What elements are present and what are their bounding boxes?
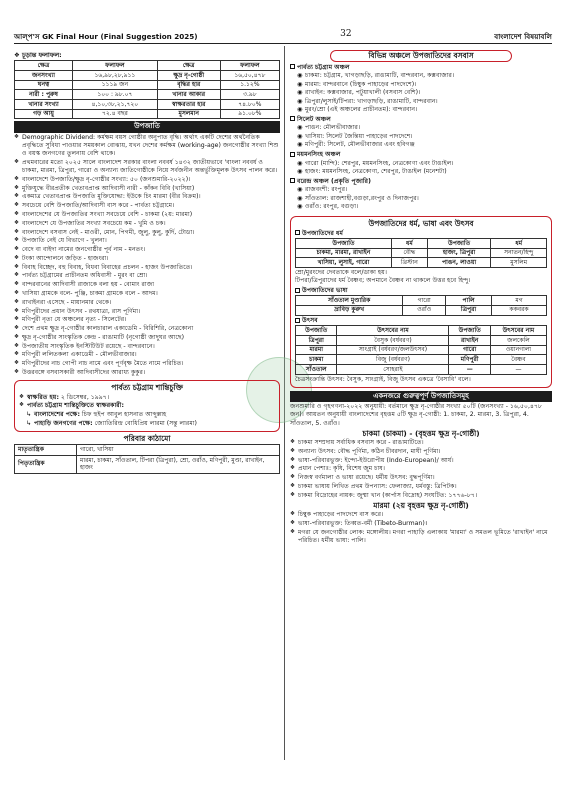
festival-cell: মারমা <box>296 345 337 355</box>
region-item-text: রাজবংশী: রংপুর। <box>305 186 348 194</box>
tribe-fact-item <box>14 202 280 210</box>
peace-signed-line <box>19 394 275 402</box>
census-cell: ক্ষুদ্র নৃ-গোষ্ঠী <box>157 71 220 81</box>
festival-cell: বৈষ্ণব <box>490 355 546 365</box>
census-cell: ৪,১০,৩৮,২১,৭২০ <box>73 100 158 110</box>
tribe-fact-text: Demographic Dividend: কর্মক্ষম বয়স গোষ্ঠীর অনুপাত বৃদ্ধি। অর্থাৎ একটি দেশের অর্থনৈতিক প্রবৃদ্ধিতে সুবিধা পাওয়ার সময়কাল বোঝায়, যখন দেশের কর্মক্ষম (working-age) জনগোষ্ঠীর সংখ্যা শিশু ও বয়স্ক জনগণের তুলনায় বেশি থাকে। <box>22 133 279 158</box>
region-item-text: চাকমা: চট্টগ্রাম, খাগড়াছড়ি, রাঙামাটি, বান্দরবান, কক্সবাজার। <box>305 72 455 80</box>
diamond-bullet-icon: ❖ <box>290 456 296 463</box>
diamond-bullet-icon: ❖ <box>14 263 20 270</box>
region-name: পার্বত্য চট্টগ্রাম অঞ্চল <box>297 63 350 71</box>
language-table <box>295 295 547 315</box>
language-cell: গারো <box>403 296 446 306</box>
gov-value: চিফ হুইপ আবুল হাসনাত আব্দুল্লাহ <box>81 411 167 419</box>
peace-accord-title: পার্বত্য চট্টগ্রাম শান্তিচুক্তি <box>111 383 183 393</box>
chakma-fact-text: প্রধান পেশাঃ: কৃষি, বিশেষ জুম চাষ। <box>298 465 385 473</box>
target-bullet-icon: ◉ <box>297 124 303 132</box>
family-row <box>15 444 280 455</box>
diamond-bullet-icon: ❖ <box>14 369 20 376</box>
chakma-fact-text: অন্যান্য উৎসব: বৌদ্ধ পূর্ণিমা, কঠিন চীবরদান, মাঘী পূর্ণিমা। <box>298 447 441 455</box>
language-cell: ত্রিপুরা <box>446 305 492 315</box>
region-item <box>290 72 552 80</box>
census-heading: ❖ চূড়ান্ত ফলাফল: <box>14 51 62 59</box>
region-item <box>290 168 552 176</box>
chakma-fact-text: ভাষা-পরিবারভুক্ত: ইন্দো-ইউরোপীয় (Indo-European)/ আর্য। <box>298 456 454 464</box>
marma-facts <box>290 511 552 545</box>
tribe-fact-text: মণিপুরীদের প্রধান উৎসব - রথযাত্রা, রাস পূর্ণিমা। <box>22 307 141 315</box>
tribe-fact-text: পার্বত্য চট্টগ্রামের প্রাচীনতম অধিবাসী - মুরং বা ম্রো। <box>22 272 148 280</box>
marma-title: মারমা (২য় বৃহত্তম ক্ষুদ্র নৃ-গোষ্ঠী) <box>373 501 469 511</box>
chakma-title: চাকমা (চাকমা) - (বৃহত্তম ক্ষুদ্র নৃ-গোষ্ঠী) <box>362 428 480 438</box>
region-item-text: ত্রিপুরা/লুসাই/টিপরা: খাগড়াছড়ি, রাঙামাটি, বান্দরবান। <box>305 97 438 105</box>
target-bullet-icon: ◉ <box>297 89 303 97</box>
diamond-bullet-icon: ❖ <box>14 281 20 288</box>
religion-cell: পাঙন, লাওয়া <box>427 258 491 268</box>
festival-cell: — <box>490 365 546 375</box>
region-name: বরেন্দ্র অঞ্চল (প্রকৃতি পূজারি) <box>297 177 371 185</box>
region-item <box>290 186 552 194</box>
tribe-fact-text: বান্দরবানের আদিবাসী রাজাকে বলা হয় - বোমাং রাজা <box>22 281 155 289</box>
tribe-fact-item <box>14 334 280 342</box>
tribe-fact-text: প্রথমবারের মতো ২০২৫ সালে বাংলাদেশ সরকার বাংলা নববর্ষ ১৪৩২ জাতীয়ভাবে 'বাংলা নববর্ষ ও চাকমা, মারমা, ত্রিপুরা, গারো ও অন্যান্য জাতিগোষ্ঠীকে নিয়ে সর্বজনীন অন্তর্ভুক্তিমূলক উৎসব পালন করে। <box>22 158 278 175</box>
region-item-text: খাসিয়া: সিলেট জৈন্তিয়া পাহাড়ের পাদদেশে। <box>305 132 413 140</box>
festival-cell: সাংগ্রাই (বর্ষবরণ/জলউৎসব) <box>337 345 449 355</box>
language-cell: মগ <box>492 296 547 306</box>
region-item-text: মুরং/ম্রো (এই অঞ্চলের প্রাচীনতম): বান্দরবান। <box>305 106 418 114</box>
tribe-fact-text: টংকা আন্দোলনে জড়িত - হাজংরা। <box>22 254 109 262</box>
diamond-bullet-icon: ❖ <box>290 511 296 518</box>
diamond-bullet-icon: ❖ <box>14 342 20 349</box>
festival-header-cell: উৎসবের নাম <box>337 326 449 336</box>
region-heading <box>290 64 552 72</box>
target-bullet-icon: ◉ <box>297 186 303 194</box>
festival-cell: জলকেলি <box>490 336 546 346</box>
region-item-text: পাঙন: মৌলভীবাজার। <box>305 124 361 132</box>
region-item <box>290 195 552 203</box>
major-intro: জনশুমারি ও গৃহগণনা-২০২২ অনুযায়ী: বর্তমানে ক্ষুদ্র নৃ-গোষ্ঠীর সংখ্যা ৫০টি (জনসংখ্যা - ১৬,৫০,৪৭৮ জন)। আয়তন অনুযায়ী বাংলাদেশের বৃহত্তম ৫টি ক্ষুদ্র নৃ-গোষ্ঠী: 1. চাকমা, 2. মারমা, 3. ত্রিপুরা, 4. সাঁওতাল, 5. ওরাঁও। <box>290 403 543 427</box>
tribe-fact-text: বাংলাদেশে যে উপজাতির সংখ্যা সবচেয়ে কম - খুমি ও চক। <box>22 219 166 227</box>
diamond-bullet-icon: ❖ <box>14 228 20 235</box>
religion-box-title: উপজাতিদের ধর্ম, ভাষা এবং উৎসব <box>368 218 474 228</box>
regions-list <box>290 64 552 212</box>
diamond-bullet-icon: ❖ <box>19 402 25 409</box>
signers-label: পার্বত্য চট্টগ্রাম শান্তিচুক্তিতে স্বাক্ষরকারী: <box>27 402 124 410</box>
festival-row <box>296 336 547 346</box>
tribe-fact-text: বাংলাদেশে বসবাস নেই - মাওরী, মোন, পিগমী, জুলু, কুলু, কুর্দি, টোডা। <box>22 228 195 236</box>
festival-cell: বৈসুক (বর্ষবরণ) <box>337 336 449 346</box>
festival-note: চৈত্রসংক্রান্তি উৎসব: বৈসুক, সাংগ্রাই, বিজু উৎসব একত্রে 'বৈসাবি' বলে। <box>295 375 471 383</box>
religion-table <box>295 238 547 268</box>
religion-cell: হাজং, ত্রিপুরা <box>427 248 491 258</box>
page-number: 32 <box>340 29 352 40</box>
marma-fact <box>290 520 552 528</box>
family-cell: মাতৃতান্ত্রিক <box>15 444 77 455</box>
region-item-text: মারমা: বান্দরবানে (চিম্বুক পাহাড়ের পাদদেশে)। <box>305 80 417 88</box>
checkbox-square-icon <box>290 178 295 183</box>
festival-cell: চাকমা <box>296 355 337 365</box>
diamond-bullet-icon: ❖ <box>14 133 20 140</box>
census-cell: ৭২.৪ বছর <box>73 109 158 119</box>
diamond-bullet-icon: ❖ <box>14 237 20 244</box>
peace-accord-box <box>14 380 280 432</box>
diamond-bullet-icon: ❖ <box>14 351 20 358</box>
diamond-bullet-icon: ❖ <box>14 333 20 340</box>
tribe-fact-item <box>14 237 280 245</box>
region-item-text: মণিপুরী: সিলেট, মৌলভীবাজার এবং হবিগঞ্জ <box>305 141 415 149</box>
tribe-fact-text: উপজাতীয় সাংস্কৃতিক ইনস্টিটিউট রয়েছে - বান্দরবানে। <box>22 342 155 350</box>
chakma-fact <box>290 483 552 491</box>
religion-cell: চাকমা, মারমা, রাখাইন <box>296 248 392 258</box>
census-cell: ১৬,৫০,৪৭৮ <box>220 71 279 81</box>
left-column <box>14 50 280 474</box>
festival-cell: সাঁওতাল <box>296 365 337 375</box>
marma-fact <box>290 511 552 519</box>
diamond-bullet-icon: ❖ <box>14 325 20 332</box>
diamond-bullet-icon: ❖ <box>14 272 20 279</box>
region-item-text: গারো (মান্দি): শেরপুর, ময়মনসিংহ, নেত্রকোণা এবং টাঙাইল। <box>305 159 454 167</box>
tribe-fact-item <box>14 185 280 193</box>
diamond-bullet-icon: ❖ <box>19 393 25 400</box>
religion-cell: খাসিয়া, লুসাই, গারো <box>296 258 392 268</box>
marma-fact-text: মগরা যে জনগোষ্ঠীর লোক: মঙ্গোলীয়। মগরা পাহাড়ি এলাকায় 'মারমা' ও সমতল ভূমিতে 'রাখাইন' নামে পরিচিত। ধর্মীয় ভাষা: পালি। <box>298 528 548 545</box>
chakma-fact <box>290 448 552 456</box>
tribe-fact-text: খাসিয়া গ্রামকে বলে- পুঞ্জি, চাকমা গ্রামকে বলে - আদম। <box>22 290 158 297</box>
diamond-bullet-icon: ❖ <box>14 316 20 323</box>
arrow-bullet-icon: ↳ <box>26 419 32 427</box>
census-cell: গড় আয়ু <box>15 109 73 119</box>
arrow-bullet-icon: ↳ <box>26 411 32 419</box>
tribe-fact-text: উত্তরবঙ্গে বসবাসকারী আদিবাসীদের আরাধ্য কুকুর। <box>22 369 146 377</box>
target-bullet-icon: ◉ <box>297 132 303 140</box>
checkbox-square-icon <box>295 230 300 235</box>
religion-header-cell: ধর্ম <box>391 239 427 249</box>
festival-cell: ওয়ানগালা <box>490 345 546 355</box>
religion-cell: সনাতন/হিন্দু <box>491 248 547 258</box>
tribe-fact-item <box>14 134 280 159</box>
census-cell: জনসংখ্যা <box>15 71 73 81</box>
festival-header-cell: উৎসবের নাম <box>490 326 546 336</box>
tribe-fact-item <box>14 325 280 333</box>
language-cell: দ্রাবিড় কুরুখ <box>296 305 403 315</box>
census-table <box>14 60 280 119</box>
census-row <box>15 109 280 119</box>
census-cell: ১.১২% <box>220 80 279 90</box>
census-cell: ১০০ : ৯৮.০৭ <box>73 90 158 100</box>
census-header-cell: ফলাফল <box>73 61 158 71</box>
region-item-text: ওরাঁও: রংপুর, বগুড়া। <box>305 203 359 211</box>
tribe-fact-item <box>14 360 280 368</box>
chakma-fact <box>290 492 552 500</box>
region-item <box>290 81 552 89</box>
chakma-fact-text: নিজস্ব বর্ণমালা ও ভাষা রয়েছে। ধর্মীয় উৎসব: বুদ্ধপূর্ণিমা। <box>298 474 435 482</box>
tribe-fact-text: মণিপুরী ললিতকলা একাডেমী - মৌলভীবাজার। <box>22 351 137 359</box>
marma-fact <box>290 529 552 545</box>
diamond-bullet-icon: ❖ <box>290 491 296 498</box>
tribe-facts-list <box>14 134 280 378</box>
census-cell: ৩.৯৮ <box>220 90 279 100</box>
festival-header-cell: উপজাতি <box>449 326 490 336</box>
family-cell: মারমা, চাকমা, সাঁওতাল, টিপরা (ত্রিপুরা), ম্রো, ওরাঁও, মণিপুরী, মুণ্ডা, রাখাইন, হাজং <box>77 455 280 473</box>
language-subheading: উপজাতিদের ভাষা <box>295 287 547 295</box>
census-cell: ৭৪.৮০% <box>220 100 279 110</box>
census-row <box>15 100 280 110</box>
page-header <box>14 30 552 44</box>
tribe-fact-item <box>14 220 280 228</box>
tribe-fact-item <box>14 211 280 219</box>
checkbox-square-icon <box>295 318 300 323</box>
tribe-fact-item <box>14 316 280 324</box>
target-bullet-icon: ◉ <box>297 80 303 88</box>
region-item <box>290 141 552 149</box>
tribe-fact-item <box>14 272 280 280</box>
diamond-bullet-icon: ❖ <box>14 307 20 314</box>
diamond-bullet-icon: ❖ <box>14 290 20 296</box>
tribe-fact-item <box>14 246 280 254</box>
festival-row <box>296 355 547 365</box>
census-cell: ৯১.০৮% <box>220 109 279 119</box>
target-bullet-icon: ◉ <box>297 159 303 167</box>
tribe-fact-item <box>14 281 280 289</box>
diamond-bullet-icon: ❖ <box>290 447 296 454</box>
diamond-bullet-icon: ❖ <box>14 360 20 367</box>
checkbox-square-icon <box>290 152 295 157</box>
section-title-tribes: উপজাতি <box>14 121 280 132</box>
diamond-bullet-icon: ❖ <box>14 184 20 191</box>
gov-label: বাংলাদেশের পক্ষে: <box>34 411 80 419</box>
census-cell: খানার সংখ্যা <box>15 100 73 110</box>
census-cell: ১৬,৯৮,২৮,৯১১ <box>73 71 158 81</box>
census-cell: নারী : পুরুষ <box>15 90 73 100</box>
language-cell: ককবরক <box>492 305 547 315</box>
religion-row <box>296 258 547 268</box>
diamond-bullet-icon: ❖ <box>14 246 20 253</box>
festival-table <box>295 325 547 374</box>
tribe-fact-item <box>14 176 280 184</box>
hill-label: পাহাড়ি জনগণের পক্ষে: <box>34 419 93 427</box>
tribe-fact-text: বাংলাদেশের যে উপজাতির সংখ্যা সবচেয়ে বেশি - চাকমা (২য়: মারমা) <box>22 210 193 218</box>
diamond-bullet-icon: ❖ <box>14 193 20 200</box>
language-row <box>296 296 547 306</box>
festival-cell: সোহরাই <box>337 365 449 375</box>
tribe-fact-text: উপজাতি নেই যে বিভাগে - খুলনা। <box>22 237 107 245</box>
diamond-bullet-icon: ❖ <box>290 465 296 472</box>
checkbox-square-icon <box>295 288 300 293</box>
region-item-text: রাখাইন: কক্সবাজার, পটুয়াখালী (বসবাস বেশি)। <box>305 89 421 97</box>
tribe-fact-item <box>14 193 280 201</box>
festival-cell: বিজু (বর্ষবরণ) <box>337 355 449 365</box>
tribe-fact-item <box>14 255 280 263</box>
marma-fact-text: ভাষা-পরিবারভুক্ত: তিব্বত-বর্মী (Tibeto-Burman)। <box>298 520 428 528</box>
language-cell: ওরাঁও <box>403 305 446 315</box>
target-bullet-icon: ◉ <box>297 203 303 211</box>
festival-row <box>296 365 547 375</box>
tribe-fact-text: ক্ষুদ্র নৃ-গোষ্ঠীর সাংস্কৃতিক কেন্দ্র - রাঙামাটি (নৃগোষ্ঠী জাদুঘর আছে) <box>22 333 184 341</box>
diamond-bullet-icon: ❖ <box>290 528 296 535</box>
diamond-bullet-icon: ❖ <box>290 483 296 490</box>
census-cell: ১১১৯ জন <box>73 80 158 90</box>
peace-signers-line <box>19 402 275 410</box>
religion-note-1: ম্রো/মুরংদের দেবতাকে বলে/ডাকা হয়। <box>295 269 388 277</box>
chakma-fact <box>290 474 552 482</box>
chakma-fact <box>290 439 552 447</box>
target-bullet-icon: ◉ <box>297 168 303 176</box>
festival-cell: রাখাইন <box>449 336 490 346</box>
census-cell: খানার আকার <box>157 90 220 100</box>
tribe-fact-text: সবচেয়ে বেশি উপজাতি/আদিবাসী বাস করে - পার্বত্য চট্টগ্রামে। <box>22 202 175 210</box>
religion-header-cell: ধর্ম <box>491 239 547 249</box>
tribe-fact-text: মণিপুরীদের নাচ গোপী নাচ নামে এবং পূর্ণবৃক্ষ মৈতে নামে পরিচিত। <box>22 360 184 368</box>
target-bullet-icon: ◉ <box>297 106 303 114</box>
region-item <box>290 203 552 211</box>
diamond-bullet-icon: ❖ <box>14 175 20 182</box>
region-item <box>290 160 552 168</box>
region-item <box>290 98 552 106</box>
region-item <box>290 89 552 97</box>
family-cell: পিতৃতান্ত্রিক <box>15 455 77 473</box>
diamond-bullet-icon: ❖ <box>14 210 20 217</box>
census-cell: ঘনত্ব <box>15 80 73 90</box>
tribe-fact-text: দেশে প্রথম ক্ষুদ্র নৃ-গোষ্ঠীর কালচারাল একাডেমি - বিরিশিরি, নেত্রকোনা <box>22 325 194 333</box>
census-row <box>15 90 280 100</box>
target-bullet-icon: ◉ <box>297 141 303 149</box>
signed-label: স্বাক্ষরিত হয়: <box>27 393 59 401</box>
target-bullet-icon: ◉ <box>297 194 303 202</box>
tribe-fact-item <box>14 229 280 237</box>
family-cell: গারো, খাসিয়া <box>77 444 280 455</box>
target-bullet-icon: ◉ <box>297 97 303 105</box>
diamond-bullet-icon: ❖ <box>290 439 296 446</box>
festival-row <box>296 345 547 355</box>
tribe-fact-text: একমাত্র খেতাবপ্রাপ্ত উপজাতি মুক্তিযোদ্ধা: ইউকে চিং মারমা (বীর বিক্রম)। <box>22 193 201 201</box>
tribe-fact-item <box>14 308 280 316</box>
chakma-fact <box>290 465 552 473</box>
checkbox-square-icon <box>290 116 295 121</box>
tribe-fact-text: বেদে বা বাইদা নামের জনগোষ্ঠীর পূর্ব নাম - মনতং। <box>22 246 146 254</box>
festival-cell: ত্রিপুরা <box>296 336 337 346</box>
census-header-cell: ক্ষেত্র <box>157 61 220 71</box>
tribe-fact-item <box>14 264 280 272</box>
chakma-fact-text: চাকমা সম্প্রদায় সর্বাধিক বসবাস করে - রাঙামাটিতে। <box>298 439 424 447</box>
religion-note-2: টিপরা/ত্রিপুরাদের ধর্ম বৈষ্ণব; অপমানে বৈষ্ণব না থাকলে উত্তর হবে হিন্দু। <box>295 277 471 285</box>
gov-signer <box>19 411 275 419</box>
tribe-fact-item <box>14 369 280 377</box>
region-item <box>290 106 552 114</box>
diamond-bullet-icon: ❖ <box>14 158 20 165</box>
census-cell: বৃদ্ধির হার <box>157 80 220 90</box>
chakma-fact <box>290 457 552 465</box>
hill-value: জ্যোতিরিন্দ্র বোধিপ্রিয় লারমা (সন্তু লারমা) <box>94 419 197 427</box>
census-row <box>15 71 280 81</box>
regions-title: বিভিন্ন অঞ্চলে উপজাতিদের বসবাস <box>368 51 474 60</box>
book-title: আল্‌প'স GK Final Hour (Final Suggestion 2025) <box>14 31 198 41</box>
festival-header-cell: উপজাতি <box>296 326 337 336</box>
diamond-bullet-icon: ❖ <box>290 520 296 527</box>
tribe-fact-text: বিবাহ বিচ্ছেদ, বহু বিবাহ, বিধবা বিবাহের প্রচলন - হাজং উপজাতিতে। <box>22 263 193 271</box>
tribe-fact-text: বাংলাদেশে উপজাতি/ক্ষুদ্র নৃ-গোষ্ঠীর সংখ্যা: ৫০ (জনশুমারি-২০২২)। <box>22 175 191 183</box>
chakma-fact-text: চাকমা ভাষায় লিখিত প্রথম উপন্যাস: ফেলাজ্যা, ধর্মবস্তু: ত্রিপিটক। <box>298 483 457 491</box>
language-row <box>296 305 547 315</box>
marma-fact-text: চিম্বুক পাহাড়ের পাদদেশে বাস করে। <box>298 511 384 519</box>
census-header-cell: ফলাফল <box>220 61 279 71</box>
region-item <box>290 133 552 141</box>
tribe-fact-text: মুক্তিযুদ্ধে বীরপ্রতীক খেতাবপ্রাপ্ত আদিবাসী নারী - কাঁকন বিবি (খাসিয়া) <box>22 184 195 192</box>
right-column <box>290 50 552 546</box>
festival-subheading: উৎসব <box>295 317 547 325</box>
region-heading <box>290 178 552 186</box>
regions-title-box <box>330 50 512 62</box>
religion-cell: বৌদ্ধ <box>391 248 427 258</box>
hill-signer <box>19 420 275 428</box>
diamond-bullet-icon: ❖ <box>14 254 20 261</box>
tribe-fact-item <box>14 343 280 351</box>
tribe-fact-item <box>14 299 280 307</box>
festival-cell: — <box>449 365 490 375</box>
religion-cell: খ্রিস্টান <box>391 258 427 268</box>
religion-row <box>296 248 547 258</box>
diamond-bullet-icon: ❖ <box>290 474 296 481</box>
festival-cell: মণিপুরী <box>449 355 490 365</box>
region-item <box>290 124 552 132</box>
major-tribes-title: একনজরে গুরুত্বপূর্ণ উপজাতিসমূহ <box>290 391 552 402</box>
census-cell: স্বাক্ষরতার হার <box>157 100 220 110</box>
diamond-bullet-icon: ❖ <box>14 219 20 226</box>
tribe-fact-item <box>14 290 280 298</box>
religion-language-festival-box <box>290 216 552 388</box>
census-row <box>15 80 280 90</box>
chakma-fact-text: চাকমা বিদ্রোহের নায়ক: জুম্মা খান (কার্পাস বিদ্রোহ) সংঘটিত: ১৭৭৬-৮৭। <box>298 491 478 499</box>
diamond-bullet-icon: ❖ <box>14 298 20 305</box>
language-cell: সাঁওতাল মুণ্ডারিক <box>296 296 403 306</box>
region-item-text: সাঁওতাল: রাজশাহী,বগুড়া,রংপুর ও দিনাজপুর। <box>305 194 419 202</box>
region-name: সিলেট অঞ্চল <box>297 115 331 123</box>
tribe-fact-text: রাখাইনরা এসেছে - মায়ানমার থেকে। <box>22 298 112 306</box>
family-row <box>15 455 280 473</box>
subject-title: বাংলাদেশ বিষয়াবলি <box>494 31 552 41</box>
tribe-fact-item <box>14 351 280 359</box>
chakma-facts <box>290 439 552 500</box>
tribe-fact-text: মণিপুরী নৃত্য যে অঞ্চলের নৃত্য - সিলেটের। <box>22 316 127 324</box>
religion-cell: মুসলিম <box>491 258 547 268</box>
religion-subheading: উপজাতিদের ধর্ম <box>295 230 547 238</box>
festival-cell: গারো <box>449 345 490 355</box>
target-bullet-icon: ◉ <box>297 72 303 80</box>
family-structure-table <box>14 444 280 474</box>
region-heading <box>290 116 552 124</box>
census-cell: মুসলমান <box>157 109 220 119</box>
religion-header-cell: উপজাতি <box>296 239 392 249</box>
tribe-fact-item <box>14 159 280 175</box>
region-name: ময়মনসিংহ অঞ্চল <box>297 151 341 159</box>
region-item-text: হাজং: ময়মনসিংহ, নেত্রকোণা, শেরপুর, টাঙাইল (মনেশটা) <box>305 168 447 176</box>
diamond-bullet-icon: ❖ <box>14 202 20 209</box>
religion-header-cell: উপজাতি <box>427 239 491 249</box>
language-cell: পালি <box>446 296 492 306</box>
family-structure-title: পরিবার কাঠামো <box>123 434 171 444</box>
signed-value: ২ ডিসেম্বর, ১৯৯৭। <box>60 393 110 401</box>
checkbox-square-icon <box>290 64 295 69</box>
region-heading <box>290 151 552 159</box>
census-header-cell: ক্ষেত্র <box>15 61 73 71</box>
